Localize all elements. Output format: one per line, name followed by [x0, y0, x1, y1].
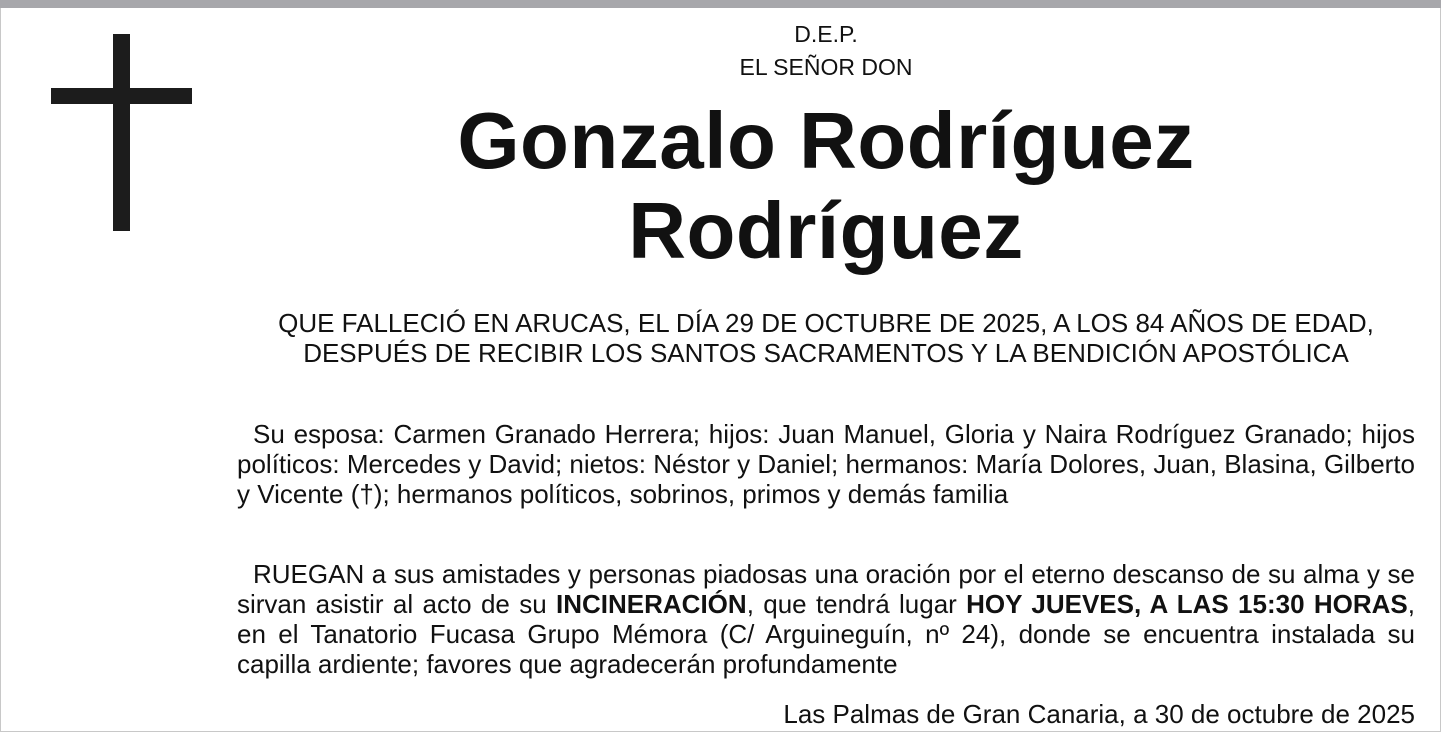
- cross-vertical-bar: [113, 34, 130, 231]
- family-paragraph: Su esposa: Carmen Granado Herrera; hijos: Juan Manuel, Gloria y Naira Rodríguez Granado; hijos políticos: Mercedes y David; nietos: Néstor y Daniel; hermanos: María Dolores, Juan, Blasina, Gilberto y Vicente (†); hermanos políticos, sobrinos, primos y demás familia: [237, 419, 1415, 509]
- deceased-name: [237, 96, 1415, 276]
- cross-horizontal-bar: [51, 88, 192, 104]
- deceased-name-line2: Rodríguez: [628, 186, 1024, 275]
- ruegan-text-3: , en el Tanatorio Fucasa Grupo Mémora (C/ Arguineguín, nº 24), donde se encuentra instalada su capilla ardiente; favores que agradecerán profundamente: [237, 589, 1415, 679]
- top-bar: [0, 0, 1441, 8]
- dateline: Las Palmas de Gran Canaria, a 30 de octubre de 2025: [783, 699, 1415, 729]
- ruegan-text-1: RUEGAN a sus amistades y personas piadosas una oración por el eterno descanso de su alma y se sirvan asistir al acto de su: [237, 559, 1415, 619]
- ruegan-bold-time: HOY JUEVES, A LAS 15:30 HORAS: [966, 589, 1408, 619]
- ruegan-text-2: , que tendrá lugar: [746, 589, 967, 619]
- title-heading: EL SEÑOR DON: [739, 54, 913, 80]
- deceased-name-line1: Gonzalo Rodríguez: [457, 96, 1195, 185]
- dep-heading: D.E.P.: [794, 21, 858, 47]
- ruegan-bold-ceremony: INCINERACIÓN: [556, 589, 747, 619]
- death-notice: QUE FALLECIÓ EN ARUCAS, EL DÍA 29 DE OCTUBRE DE 2025, A LOS 84 AÑOS DE EDAD, DESPUÉS DE RECIBIR LOS SANTOS SACRAMENTOS Y LA BENDICIÓN APOSTÓLICA: [278, 308, 1374, 368]
- cross-icon: [51, 34, 192, 231]
- ruegan-paragraph: [237, 559, 1415, 679]
